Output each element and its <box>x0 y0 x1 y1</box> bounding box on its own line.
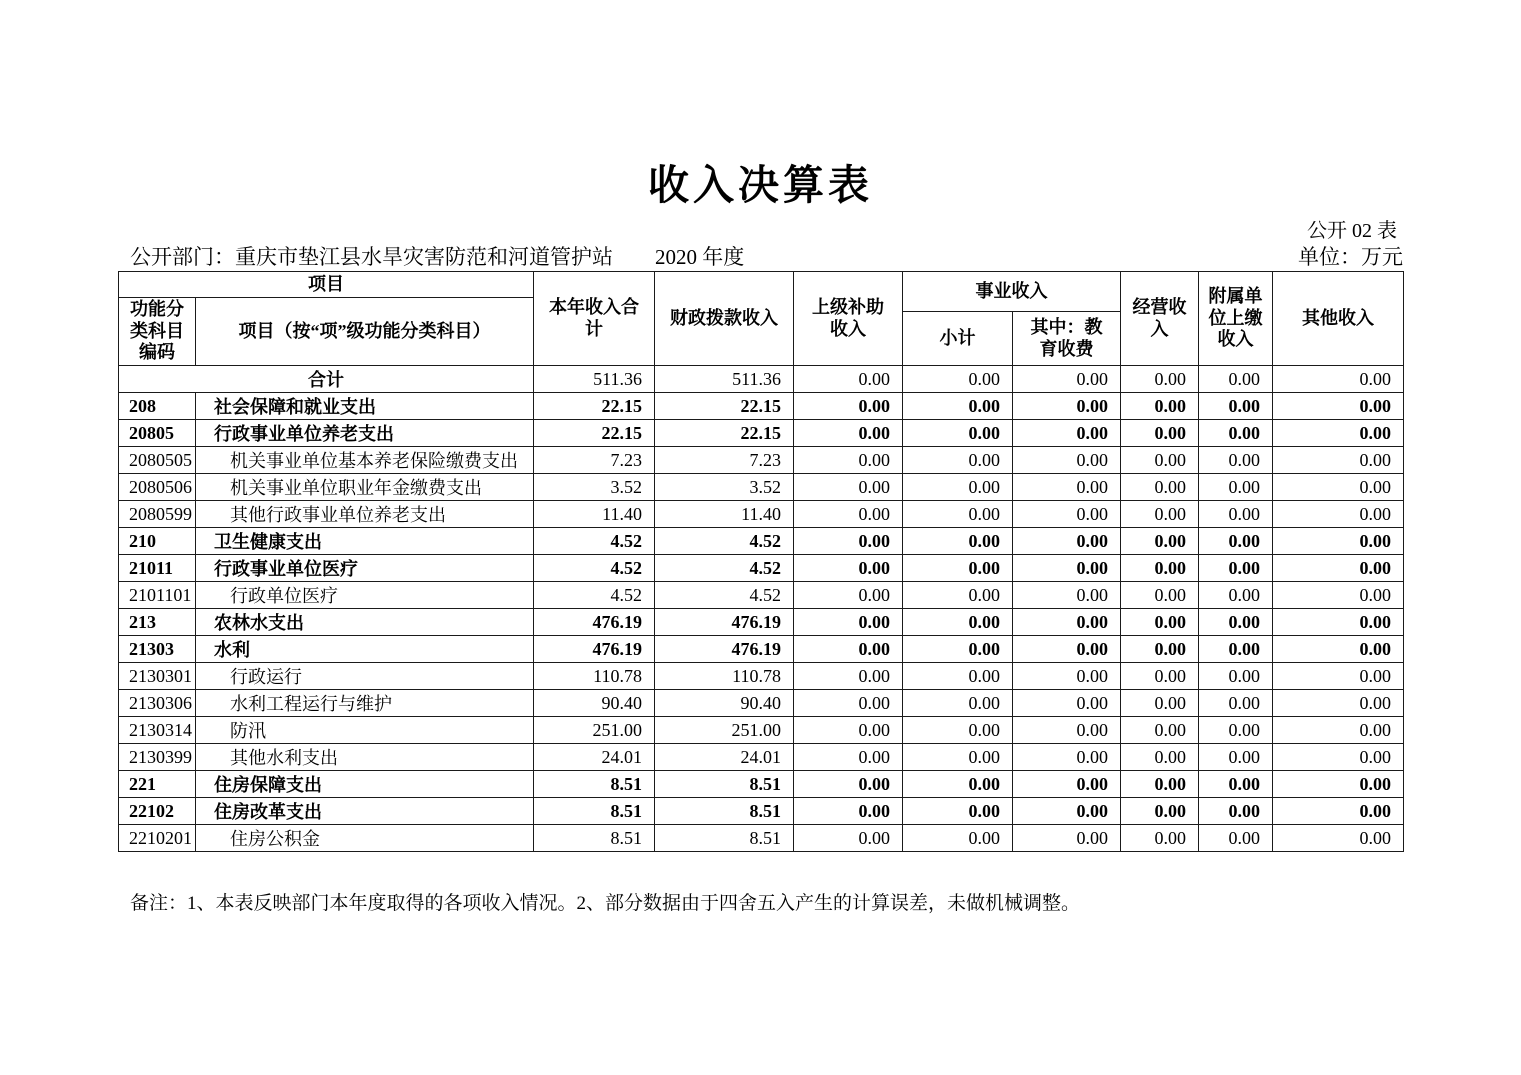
row-value: 0.00 <box>1013 744 1121 771</box>
table-row <box>119 393 1404 420</box>
row-value: 0.00 <box>1199 636 1273 663</box>
row-value: 0.00 <box>1273 393 1404 420</box>
row-value: 0.00 <box>1121 501 1199 528</box>
row-code: 221 <box>119 771 196 798</box>
row-value: 0.00 <box>794 798 903 825</box>
row-value: 0.00 <box>794 393 903 420</box>
table-row <box>119 474 1404 501</box>
row-label: 水利工程运行与维护 <box>196 690 534 717</box>
row-value: 0.00 <box>1121 555 1199 582</box>
row-value: 0.00 <box>1199 690 1273 717</box>
row-value: 0.00 <box>903 636 1013 663</box>
row-value: 0.00 <box>794 690 903 717</box>
row-value: 0.00 <box>903 447 1013 474</box>
row-value: 0.00 <box>903 744 1013 771</box>
row-value: 0.00 <box>903 501 1013 528</box>
row-value: 0.00 <box>794 717 903 744</box>
row-label: 合计 <box>119 366 534 393</box>
row-value: 0.00 <box>903 663 1013 690</box>
table-row <box>119 501 1404 528</box>
row-value: 0.00 <box>1013 717 1121 744</box>
row-code: 210 <box>119 528 196 555</box>
row-value: 4.52 <box>655 555 794 582</box>
row-value: 251.00 <box>655 717 794 744</box>
row-value: 0.00 <box>1273 420 1404 447</box>
row-label: 社会保障和就业支出 <box>196 393 534 420</box>
row-value: 0.00 <box>794 528 903 555</box>
row-code: 2130306 <box>119 690 196 717</box>
row-value: 0.00 <box>903 393 1013 420</box>
row-value: 0.00 <box>794 420 903 447</box>
row-value: 0.00 <box>1273 501 1404 528</box>
row-value: 7.23 <box>655 447 794 474</box>
row-value: 0.00 <box>1121 636 1199 663</box>
table-row <box>119 555 1404 582</box>
row-value: 0.00 <box>1199 528 1273 555</box>
row-code: 2080599 <box>119 501 196 528</box>
row-value: 3.52 <box>655 474 794 501</box>
row-code: 2130301 <box>119 663 196 690</box>
row-value: 0.00 <box>1273 744 1404 771</box>
row-value: 0.00 <box>1199 366 1273 393</box>
page-title: 收入决算表 <box>648 162 873 208</box>
row-value: 0.00 <box>903 798 1013 825</box>
footnote: 备注：1、本表反映部门本年度取得的各项收入情况。2、部分数据由于四舍五入产生的计算误差，未做机械调整。 <box>130 893 1081 914</box>
header-business-income-group: 事业收入 <box>903 272 1121 312</box>
row-value: 0.00 <box>1273 447 1404 474</box>
row-value: 8.51 <box>655 825 794 852</box>
table-row <box>119 690 1404 717</box>
row-value: 11.40 <box>534 501 655 528</box>
row-value: 0.00 <box>794 582 903 609</box>
row-label: 住房改革支出 <box>196 798 534 825</box>
table-row <box>119 366 1404 393</box>
row-value: 0.00 <box>1013 609 1121 636</box>
row-value: 0.00 <box>1121 420 1199 447</box>
row-value: 22.15 <box>655 393 794 420</box>
row-value: 0.00 <box>903 555 1013 582</box>
row-value: 0.00 <box>1273 366 1404 393</box>
row-value: 0.00 <box>1121 582 1199 609</box>
row-code: 21011 <box>119 555 196 582</box>
row-value: 476.19 <box>655 636 794 663</box>
row-value: 0.00 <box>1013 420 1121 447</box>
row-value: 0.00 <box>1199 501 1273 528</box>
table-row <box>119 663 1404 690</box>
header-fiscal-appropriation: 财政拨款收入 <box>655 272 794 366</box>
row-value: 0.00 <box>1013 798 1121 825</box>
row-value: 0.00 <box>794 474 903 501</box>
row-value: 0.00 <box>1199 582 1273 609</box>
table-row <box>119 717 1404 744</box>
row-value: 0.00 <box>1199 663 1273 690</box>
row-value: 0.00 <box>1013 366 1121 393</box>
table-row <box>119 744 1404 771</box>
table-row <box>119 825 1404 852</box>
row-value: 0.00 <box>1273 690 1404 717</box>
unit-label: 单位：万元 <box>1298 245 1403 269</box>
row-value: 0.00 <box>794 744 903 771</box>
row-value: 0.00 <box>1199 447 1273 474</box>
row-value: 24.01 <box>655 744 794 771</box>
row-value: 0.00 <box>1121 663 1199 690</box>
row-value: 0.00 <box>794 825 903 852</box>
row-value: 24.01 <box>534 744 655 771</box>
row-value: 0.00 <box>1013 582 1121 609</box>
row-value: 0.00 <box>1121 447 1199 474</box>
row-value: 0.00 <box>1121 474 1199 501</box>
row-code: 2210201 <box>119 825 196 852</box>
row-value: 0.00 <box>1013 555 1121 582</box>
row-value: 8.51 <box>534 771 655 798</box>
row-value: 0.00 <box>1199 717 1273 744</box>
row-value: 0.00 <box>1013 447 1121 474</box>
row-value: 0.00 <box>1013 528 1121 555</box>
row-label: 其他水利支出 <box>196 744 534 771</box>
row-value: 476.19 <box>655 609 794 636</box>
header-education-fee: 其中：教育收费 <box>1013 312 1121 366</box>
row-value: 0.00 <box>1273 798 1404 825</box>
table-row <box>119 609 1404 636</box>
header-superior-subsidy: 上级补助收入 <box>794 272 903 366</box>
department-label: 公开部门：重庆市垫江县水旱灾害防范和河道管护站 <box>130 245 613 269</box>
row-value: 0.00 <box>1273 825 1404 852</box>
income-final-accounts-table <box>118 271 1404 852</box>
row-value: 0.00 <box>1273 636 1404 663</box>
row-value: 0.00 <box>1013 393 1121 420</box>
row-value: 0.00 <box>1121 690 1199 717</box>
row-value: 0.00 <box>1273 717 1404 744</box>
row-label: 住房保障支出 <box>196 771 534 798</box>
row-value: 0.00 <box>903 609 1013 636</box>
row-value: 8.51 <box>534 798 655 825</box>
row-value: 0.00 <box>794 609 903 636</box>
row-value: 0.00 <box>1199 744 1273 771</box>
row-value: 0.00 <box>1121 393 1199 420</box>
row-value: 511.36 <box>655 366 794 393</box>
row-value: 22.15 <box>534 420 655 447</box>
row-value: 0.00 <box>1199 609 1273 636</box>
row-label: 水利 <box>196 636 534 663</box>
row-value: 0.00 <box>1013 690 1121 717</box>
row-code: 213 <box>119 609 196 636</box>
fiscal-year-label: 2020 年度 <box>655 245 745 269</box>
report-content <box>118 0 1403 1075</box>
row-value: 0.00 <box>1273 474 1404 501</box>
row-value: 0.00 <box>1273 663 1404 690</box>
row-value: 90.40 <box>534 690 655 717</box>
row-label: 行政事业单位养老支出 <box>196 420 534 447</box>
row-label: 行政单位医疗 <box>196 582 534 609</box>
header-affiliated-remit: 附属单位上缴收入 <box>1199 272 1273 366</box>
row-value: 0.00 <box>1273 555 1404 582</box>
row-value: 0.00 <box>794 771 903 798</box>
row-value: 7.23 <box>534 447 655 474</box>
table-row <box>119 582 1404 609</box>
row-value: 0.00 <box>1199 474 1273 501</box>
row-label: 卫生健康支出 <box>196 528 534 555</box>
meta-left <box>118 241 744 271</box>
row-value: 476.19 <box>534 609 655 636</box>
row-value: 0.00 <box>1121 528 1199 555</box>
row-value: 251.00 <box>534 717 655 744</box>
row-value: 8.51 <box>655 798 794 825</box>
row-value: 0.00 <box>903 771 1013 798</box>
row-value: 0.00 <box>1199 825 1273 852</box>
row-value: 0.00 <box>1121 825 1199 852</box>
row-value: 0.00 <box>1121 609 1199 636</box>
row-value: 4.52 <box>534 528 655 555</box>
header-project-group: 项目 <box>119 272 534 298</box>
row-code: 2130399 <box>119 744 196 771</box>
table-header <box>119 272 1404 366</box>
row-code: 208 <box>119 393 196 420</box>
row-value: 0.00 <box>794 366 903 393</box>
header-operating-income: 经营收入 <box>1121 272 1199 366</box>
table-row <box>119 528 1404 555</box>
header-function-code: 功能分类科目编码 <box>119 298 196 366</box>
row-value: 22.15 <box>655 420 794 447</box>
row-value: 110.78 <box>534 663 655 690</box>
row-value: 8.51 <box>534 825 655 852</box>
row-value: 0.00 <box>903 420 1013 447</box>
row-code: 22102 <box>119 798 196 825</box>
row-value: 11.40 <box>655 501 794 528</box>
row-code: 2101101 <box>119 582 196 609</box>
row-value: 0.00 <box>903 474 1013 501</box>
header-annual-total: 本年收入合计 <box>534 272 655 366</box>
row-value: 0.00 <box>1121 744 1199 771</box>
row-value: 0.00 <box>903 690 1013 717</box>
row-value: 0.00 <box>1013 825 1121 852</box>
header-subtotal: 小计 <box>903 312 1013 366</box>
table-code-label: 公开 02 表 <box>1307 220 1397 242</box>
row-value: 476.19 <box>534 636 655 663</box>
row-value: 0.00 <box>1121 366 1199 393</box>
row-value: 0.00 <box>1121 798 1199 825</box>
row-code: 2130314 <box>119 717 196 744</box>
table-row <box>119 447 1404 474</box>
row-value: 0.00 <box>1273 582 1404 609</box>
row-value: 0.00 <box>903 366 1013 393</box>
row-value: 0.00 <box>1273 528 1404 555</box>
row-value: 4.52 <box>534 555 655 582</box>
row-value: 0.00 <box>1013 474 1121 501</box>
row-value: 0.00 <box>1013 663 1121 690</box>
row-value: 110.78 <box>655 663 794 690</box>
row-value: 0.00 <box>903 717 1013 744</box>
row-value: 3.52 <box>534 474 655 501</box>
row-value: 4.52 <box>655 582 794 609</box>
row-value: 0.00 <box>1199 393 1273 420</box>
row-code: 2080505 <box>119 447 196 474</box>
header-item-by-level: 项目（按“项”级功能分类科目） <box>196 298 534 366</box>
row-value: 8.51 <box>655 771 794 798</box>
row-code: 2080506 <box>119 474 196 501</box>
table-row <box>119 636 1404 663</box>
table-row <box>119 798 1404 825</box>
row-label: 防汛 <box>196 717 534 744</box>
row-value: 0.00 <box>794 501 903 528</box>
row-value: 0.00 <box>794 447 903 474</box>
row-value: 4.52 <box>655 528 794 555</box>
row-value: 0.00 <box>903 528 1013 555</box>
meta-line <box>118 241 1403 271</box>
row-label: 机关事业单位基本养老保险缴费支出 <box>196 447 534 474</box>
row-label: 住房公积金 <box>196 825 534 852</box>
row-value: 0.00 <box>1013 771 1121 798</box>
row-value: 511.36 <box>534 366 655 393</box>
row-value: 90.40 <box>655 690 794 717</box>
header-other-income: 其他收入 <box>1273 272 1404 366</box>
row-value: 22.15 <box>534 393 655 420</box>
row-value: 0.00 <box>794 555 903 582</box>
row-label: 行政运行 <box>196 663 534 690</box>
row-value: 0.00 <box>1199 420 1273 447</box>
table-row <box>119 420 1404 447</box>
table-body <box>119 366 1404 852</box>
row-value: 0.00 <box>1273 609 1404 636</box>
row-value: 0.00 <box>903 825 1013 852</box>
row-label: 其他行政事业单位养老支出 <box>196 501 534 528</box>
row-value: 0.00 <box>903 582 1013 609</box>
row-label: 农林水支出 <box>196 609 534 636</box>
row-value: 0.00 <box>1273 771 1404 798</box>
row-value: 0.00 <box>794 663 903 690</box>
table-row <box>119 771 1404 798</box>
row-value: 0.00 <box>1121 771 1199 798</box>
row-value: 0.00 <box>1199 555 1273 582</box>
row-label: 机关事业单位职业年金缴费支出 <box>196 474 534 501</box>
row-value: 0.00 <box>1013 636 1121 663</box>
row-value: 0.00 <box>1121 717 1199 744</box>
row-code: 21303 <box>119 636 196 663</box>
row-value: 0.00 <box>1199 771 1273 798</box>
row-label: 行政事业单位医疗 <box>196 555 534 582</box>
row-value: 0.00 <box>1013 501 1121 528</box>
row-value: 0.00 <box>1199 798 1273 825</box>
row-value: 4.52 <box>534 582 655 609</box>
row-code: 20805 <box>119 420 196 447</box>
row-value: 0.00 <box>794 636 903 663</box>
